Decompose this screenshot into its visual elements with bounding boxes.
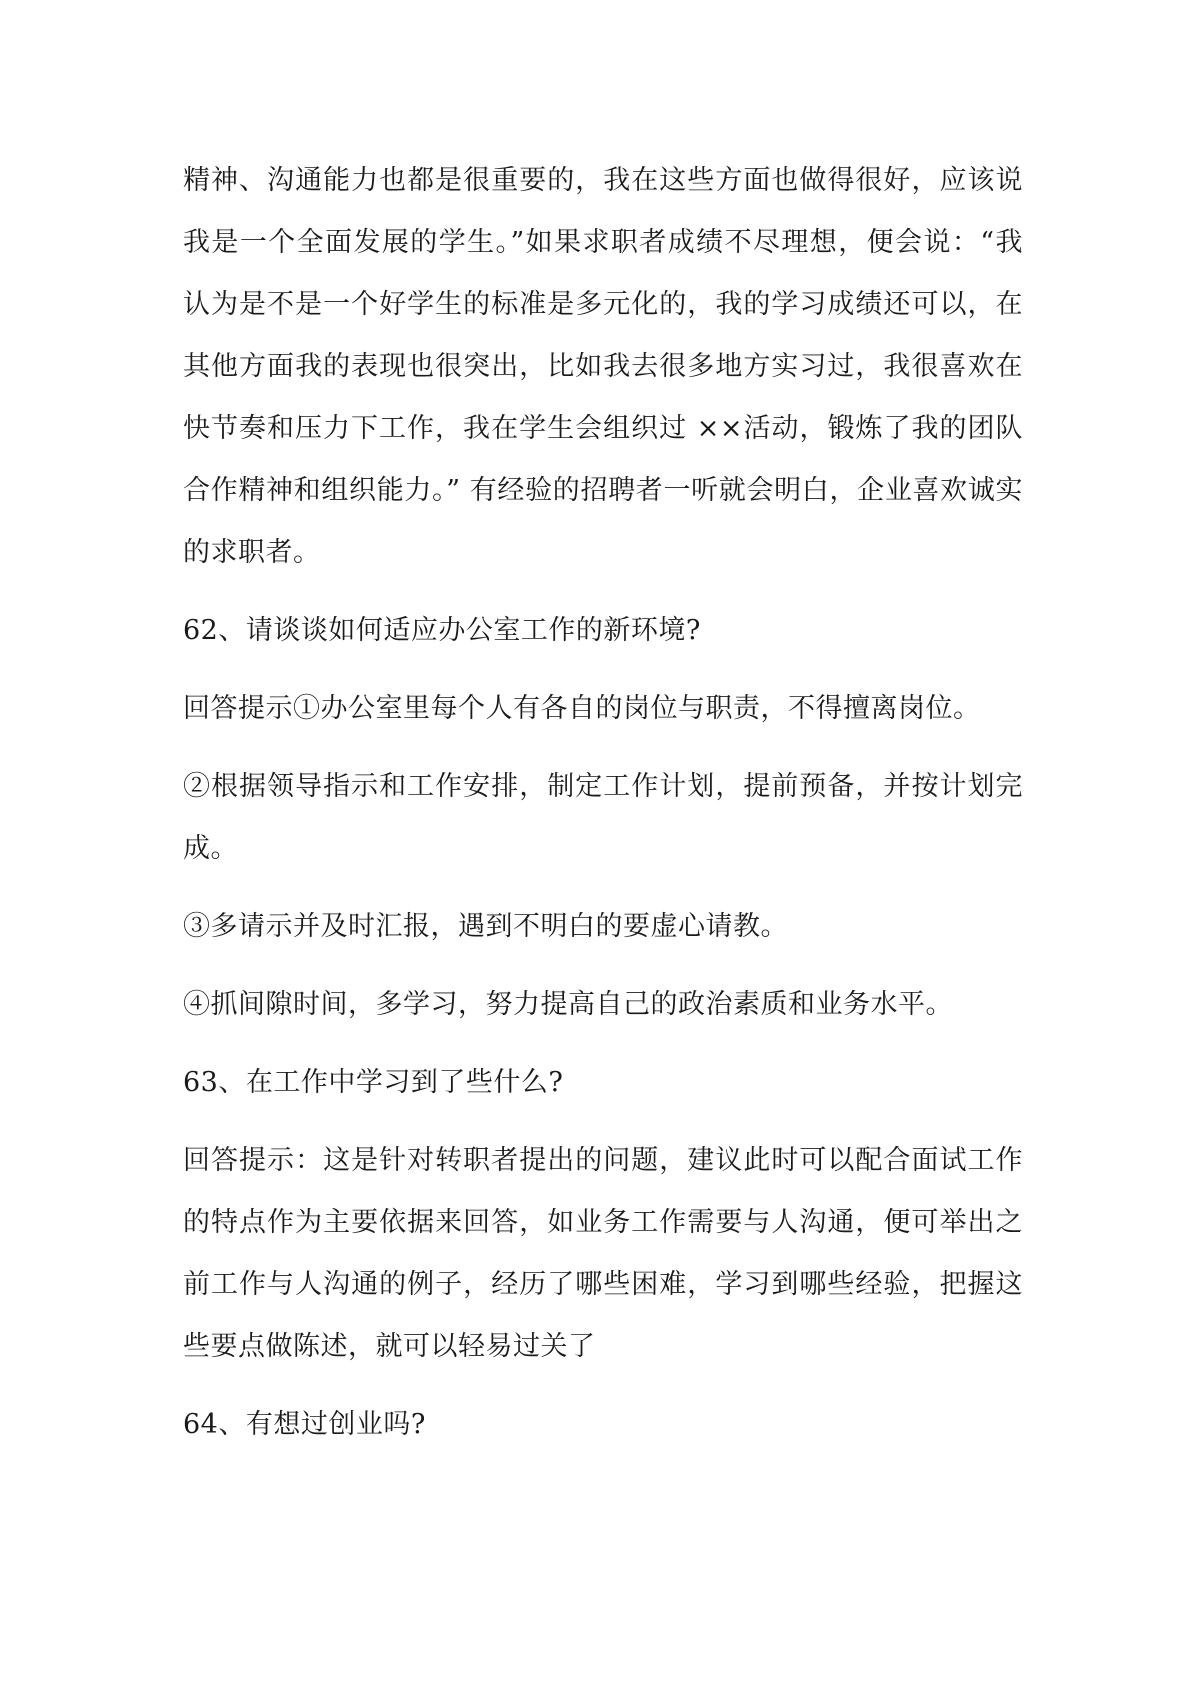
- answer-62-point-3: ③多请示并及时汇报，遇到不明白的要虚心请教。: [183, 911, 788, 942]
- document-body: [183, 150, 1023, 1472]
- answer-62-point-4: ④抓间隙时间，多学习，努力提高自己的政治素质和业务水平。: [183, 989, 953, 1020]
- question-62-heading: 62、请谈谈如何适应办公室工作的新环境?: [183, 615, 701, 646]
- question-63-heading: 63、在工作中学习到了些什么?: [183, 1067, 564, 1098]
- question-64-heading: 64、有想过创业吗?: [183, 1409, 426, 1440]
- paragraph-answer-continuation: 精神、沟通能力也都是很重要的，我在这些方面也做得很好，应该说我是一个全面发展的学生。”如果求职者成绩不尽理想，便会说：“我认为是不是一个好学生的标准是多元化的，我的学习成绩还可以，在其他方面我的表现也很突出，比如我去很多地方实习过，我很喜欢在快节奏和压力下工作，我在学生会组织过 ××活动，锻炼了我的团队合作精神和组织能力。” 有经验的招聘者一听就会明白，企业喜欢诚实的求职者。: [183, 165, 1023, 568]
- answer-62-point-1: 回答提示①办公室里每个人有各自的岗位与职责，不得擅离岗位。: [183, 693, 981, 724]
- answer-62-point-2: ②根据领导指示和工作安排，制定工作计划，提前预备，并按计划完成。: [183, 771, 1023, 864]
- answer-63: 回答提示：这是针对转职者提出的问题，建议此时可以配合面试工作的特点作为主要依据来回答，如业务工作需要与人沟通，便可举出之前工作与人沟通的例子，经历了哪些困难，学习到哪些经验，把握这些要点做陈述，就可以轻易过关了: [183, 1145, 1023, 1362]
